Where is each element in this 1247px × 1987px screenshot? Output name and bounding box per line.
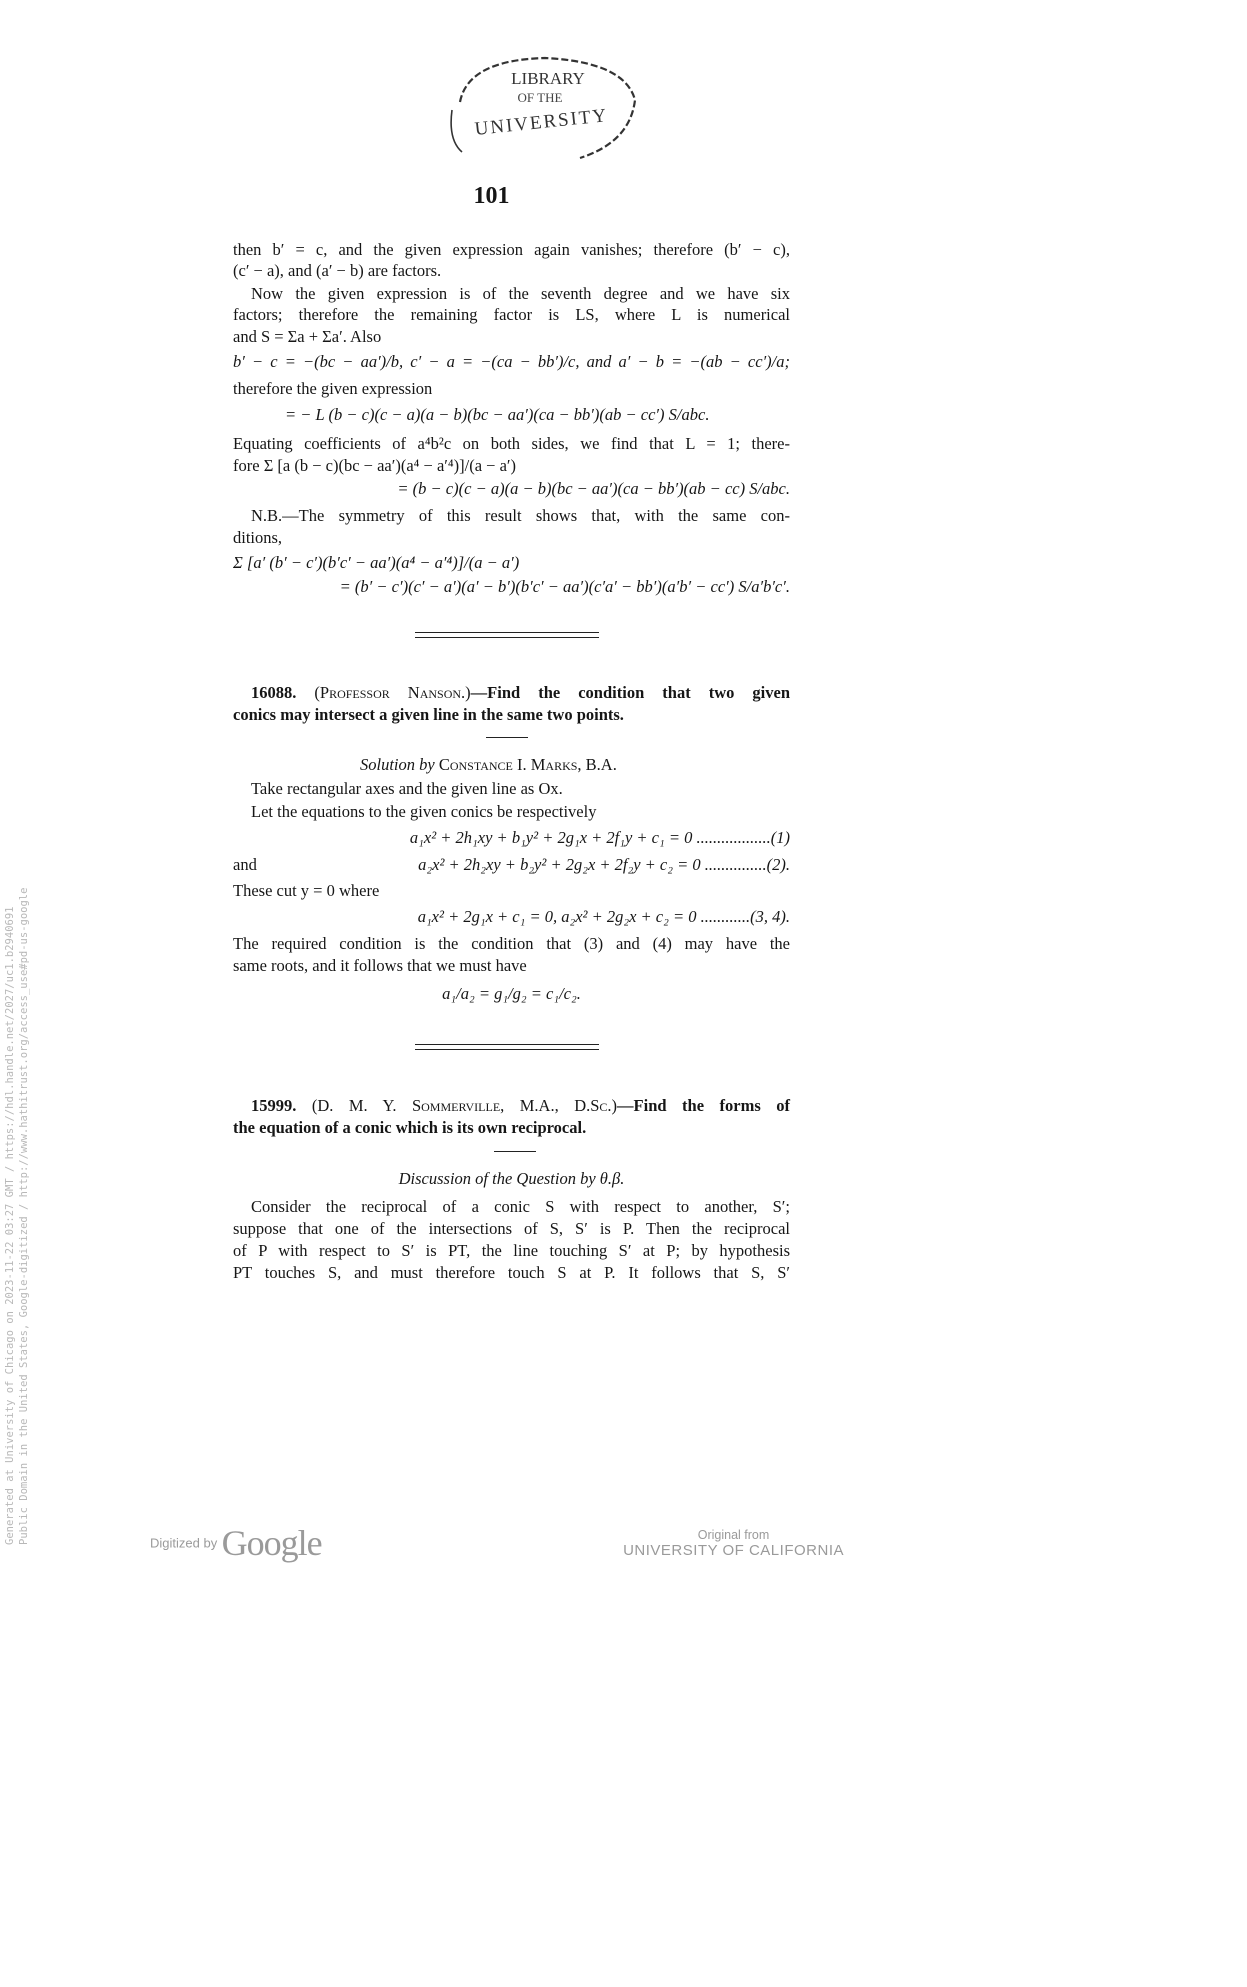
google-logo: Google	[221, 1523, 322, 1563]
text-line: Take rectangular axes and the given line as Ox.	[251, 779, 563, 798]
question-author: (Professor Nanson.)	[314, 683, 471, 702]
text-line: same roots, and it follows that we must have	[233, 956, 527, 975]
stamp-line-3: UNIVERSITY	[473, 105, 610, 140]
text-line: and S = Σa + Σa′. Also	[233, 327, 382, 346]
solver-name: Constance I. Marks, B.A.	[438, 755, 617, 774]
text-line: suppose that one of the intersections of S, S′ is P. Then the reciprocal	[233, 1219, 790, 1238]
original-from	[623, 1528, 844, 1559]
equation-1: a₁x² + 2h₁xy + b₁y² + 2g₁x + 2f₁y + c₁ = 0 ..................(1)	[409, 828, 790, 847]
watermark-line-2: Public Domain in the United States, Google-digitized / http://www.hathitrust.org/access_use#pd-us-google	[18, 887, 30, 1545]
question-author: (D. M. Y. Sommerville, M.A., D.Sc.)	[311, 1096, 618, 1115]
text-line: Let the equations to the given conics be respectively	[251, 802, 597, 821]
text-line: Now the given expression is of the seventh degree and we have six	[251, 284, 790, 303]
library-stamp	[440, 50, 640, 165]
double-rule-top	[415, 632, 599, 633]
solution-heading	[360, 754, 617, 775]
page-number: 101	[473, 183, 510, 209]
question-number: 15999.	[251, 1096, 297, 1115]
text-line: therefore the given expression	[233, 379, 433, 398]
equation: = (b − c)(c − a)(a − b)(bc − aa′)(ca − bb′)(ab − cc) S/abc.	[397, 479, 790, 498]
and-label: and	[233, 855, 257, 874]
question-text: —Find the condition that two given	[470, 683, 790, 702]
text-line: (c′ − a), and (a′ − b) are factors.	[233, 261, 442, 280]
text-line: fore Σ [a (b − c)(bc − aa′)(a⁴ − a′⁴)]/(a − a′)	[233, 456, 517, 475]
text-line: ditions,	[233, 528, 283, 547]
short-rule	[486, 737, 528, 738]
hathitrust-watermark	[3, 785, 31, 1545]
solution-by-label: Solution by	[360, 755, 435, 774]
watermark-line-1: Generated at University of Chicago on 2023-11-22 03:27 GMT / https://hdl.handle.net/2027/uc1.b2940691	[4, 906, 16, 1545]
double-rule-bottom	[415, 1049, 599, 1050]
equation: Σ [a′ (b′ − c′)(b′c′ − aa′)(a⁴ − a′⁴)]/(a − a′)	[233, 553, 520, 572]
discussion-heading: Discussion of the Question by θ.β.	[398, 1169, 625, 1188]
university-name: UNIVERSITY OF CALIFORNIA	[623, 1542, 844, 1559]
text-line: of P with respect to S′ is PT, the line touching S′ at P; by hypothesis	[233, 1241, 790, 1260]
digitized-by-google	[150, 1522, 322, 1564]
stamp-line-1: LIBRARY	[511, 69, 585, 88]
text-line: N.B.—The symmetry of this result shows that, with the same con-	[251, 506, 790, 525]
question-number: 16088.	[251, 683, 297, 702]
short-rule	[494, 1151, 536, 1152]
question-heading	[251, 682, 790, 703]
text-line: then b′ = c, and the given expression again vanishes; therefore (b′ − c),	[233, 240, 790, 259]
question-text-2: conics may intersect a given line in the same two points.	[233, 705, 624, 724]
digitized-by-label: Digitized by	[150, 1535, 218, 1551]
text-line: factors; therefore the remaining factor is LS, where L is numerical	[233, 305, 790, 324]
equation-2: a₂x² + 2h₂xy + b₂y² + 2g₂x + 2f₂y + c₂ = 0 ...............(2).	[418, 855, 790, 874]
text-line: PT touches S, and must therefore touch S at P. It follows that S, S′	[233, 1263, 790, 1282]
text-line: These cut y = 0 where	[233, 881, 380, 900]
equation: = (b′ − c′)(c′ − a′)(a′ − b′)(b′c′ − aa′)(c′a′ − bb′)(a′b′ − cc′) S/a′b′c′.	[339, 577, 790, 596]
double-rule-bottom	[415, 637, 599, 638]
equation-3: a₁x² + 2g₁x + c₁ = 0, a₂x² + 2g₂x + c₂ = 0 ............(3, 4).	[417, 907, 790, 926]
equation: = − L (b − c)(c − a)(a − b)(bc − aa′)(ca − bb′)(ab − cc′) S/abc.	[285, 405, 710, 424]
equation-4: a₁/a₂ = g₁/g₂ = c₁/c₂.	[442, 984, 581, 1003]
text-line: The required condition is the condition that (3) and (4) may have the	[233, 934, 790, 953]
text-line: Consider the reciprocal of a conic S with respect to another, S′;	[251, 1197, 790, 1216]
original-from-label: Original from	[697, 1528, 770, 1542]
double-rule-top	[415, 1044, 599, 1045]
text-line: Equating coefficients of a⁴b²c on both sides, we find that L = 1; there-	[233, 434, 790, 453]
equation: b′ − c = −(bc − aa′)/b, c′ − a = −(ca − bb′)/c, and a′ − b = −(ab − cc′)/a;	[233, 352, 790, 371]
question-text-2: the equation of a conic which is its own reciprocal.	[233, 1118, 587, 1137]
question-heading	[251, 1095, 790, 1116]
stamp-line-2: OF THE	[517, 90, 563, 105]
question-text: —Find the forms of	[617, 1096, 790, 1115]
